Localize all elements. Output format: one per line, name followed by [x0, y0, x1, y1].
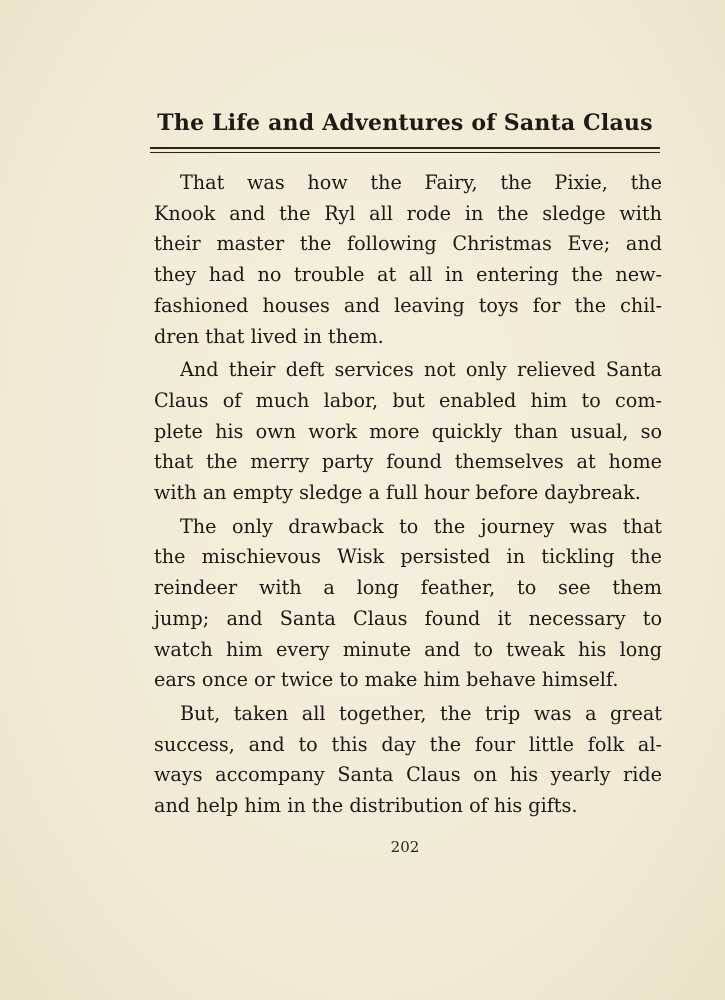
text-line: ways accompany Santa Claus on his yearly ride	[154, 763, 662, 787]
text-line: reindeer with a long feather, to see them	[154, 576, 662, 600]
text-line: watch him every minute and to tweak his long	[154, 637, 662, 661]
header-rule-thin	[150, 152, 660, 153]
text-line: success, and to this day the four little folk al-	[154, 732, 662, 756]
paragraph-3	[154, 512, 662, 696]
text-line: Knook and the Ryl all rode in the sledge with	[154, 201, 662, 225]
body-text	[154, 168, 662, 825]
text-line: and help him in the distribution of his gifts.	[154, 794, 578, 818]
text-line: That was how the Fairy, the Pixie, the	[180, 171, 662, 194]
text-line: dren that lived in them.	[154, 324, 384, 348]
text-line: ears once or twice to make him behave himself.	[154, 668, 619, 692]
text-line: plete his own work more quickly than usual, so	[154, 419, 662, 443]
text-line: jump; and Santa Claus found it necessary to	[154, 606, 662, 630]
header-rule-thick	[150, 147, 660, 149]
running-head-title: The Life and Adventures of Santa Claus	[157, 110, 653, 136]
paragraph-4	[154, 699, 662, 822]
text-line: And their deft services not only relieved Santa	[180, 358, 662, 382]
text-line: The only drawback to the journey was that	[180, 514, 662, 538]
text-line: they had no trouble at all in entering the new-	[154, 263, 662, 287]
text-line: Claus of much labor, but enabled him to com-	[154, 388, 662, 412]
text-line: the mischievous Wisk persisted in tickling the	[154, 545, 662, 569]
text-line: fashioned houses and leaving toys for the chil-	[154, 293, 662, 317]
page-number: 202	[390, 838, 420, 856]
paragraph-1	[154, 168, 662, 352]
paragraph-2	[154, 355, 662, 509]
text-line: with an empty sledge a full hour before daybreak.	[154, 481, 641, 505]
text-line: But, taken all together, the trip was a great	[180, 701, 662, 725]
text-line: that the merry party found themselves at home	[154, 450, 662, 474]
text-line: their master the following Christmas Eve; and	[154, 232, 662, 256]
